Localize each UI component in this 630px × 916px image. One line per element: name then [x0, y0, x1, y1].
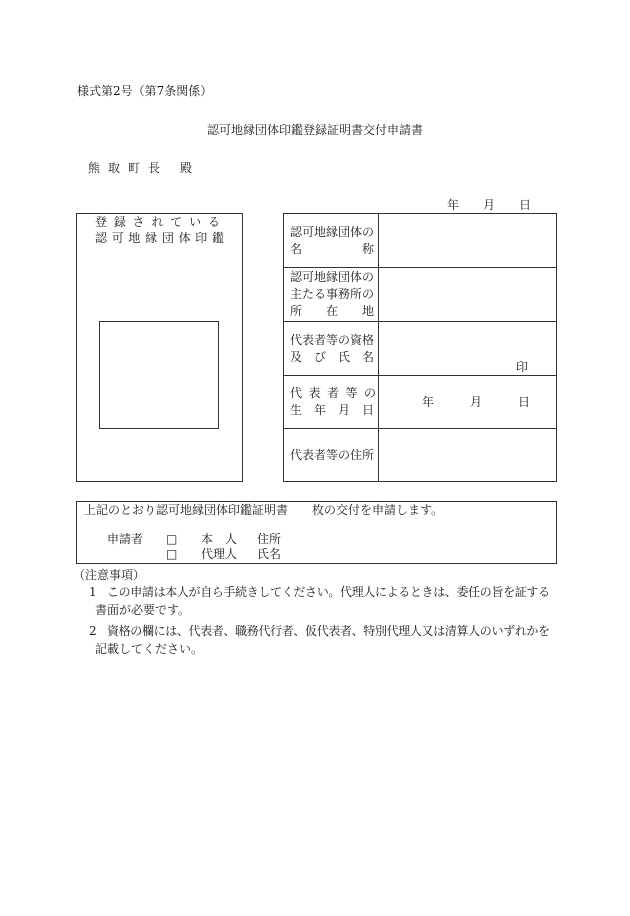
addressee-name: 熊 取 町 長: [88, 161, 163, 175]
label-line: 主たる事務所の: [290, 287, 375, 301]
label-line: 所 在 地: [290, 304, 375, 318]
note-item-1-line1: この申請は本人が自ら手続きしてください。代理人によるときは、委任の旨を証する: [107, 585, 550, 599]
label-line: 代表者等の資格: [290, 332, 375, 347]
table-label-cell: [284, 322, 379, 375]
label-line: 生 年 月 日: [290, 403, 375, 417]
table-row-representative-birthdate: [284, 376, 556, 429]
table-row-group-name: [284, 214, 556, 268]
table-label-cell: [284, 268, 379, 321]
seal-mark: 印: [516, 360, 529, 374]
role-agent: 代理人: [201, 547, 238, 561]
application-date: 年 月 日: [447, 198, 532, 212]
note-item-1-number: 1: [89, 585, 97, 599]
table-value-cell: [379, 268, 556, 321]
table-row-representative-name: [284, 322, 556, 376]
info-table: [283, 213, 557, 482]
note-item-1-line2: 書面が必要です。: [95, 603, 191, 617]
birthdate-field: 年 月 日: [422, 395, 531, 409]
label-line: 認可地縁団体の: [290, 224, 375, 239]
table-label-cell: [284, 429, 379, 481]
label-line: 代表者等の住所: [290, 447, 375, 462]
form-title: 認可地縁団体印鑑登録証明書交付申請書: [206, 123, 423, 137]
table-value-cell: [379, 322, 556, 375]
table-label-cell: [284, 214, 379, 267]
applicant-label: 申請者: [107, 532, 144, 546]
field-name-label: 氏名: [257, 547, 282, 561]
note-item-2-number: 2: [89, 624, 97, 638]
field-address-label: 住所: [257, 532, 282, 546]
request-box: [76, 501, 557, 564]
table-row-office-address: [284, 268, 556, 322]
note-item-2-line2: 記載してください。: [95, 642, 204, 656]
label-line: 認可地縁団体の: [290, 270, 375, 284]
checkbox-principal: □: [166, 532, 178, 546]
form-number: 様式第2号（第7条関係）: [77, 84, 213, 98]
table-label-cell: [284, 376, 379, 428]
table-value-cell: [379, 376, 556, 428]
label-line: 名 称: [290, 241, 375, 256]
addressee-honorific: 殿: [180, 161, 193, 175]
request-statement: 上記のとおり認可地縁団体印鑑証明書 枚の交付を申請します。: [84, 503, 444, 517]
table-row-representative-address: [284, 429, 556, 481]
note-item-2-line1: 資格の欄には、代表者、職務代行者、仮代表者、特別代理人又は清算人のいずれかを: [107, 624, 550, 638]
table-value-cell: [379, 214, 556, 267]
role-principal: 本 人: [201, 532, 238, 546]
label-line: 代 表 者 等 の: [290, 386, 378, 400]
checkbox-agent: □: [166, 547, 178, 561]
label-line: 及 び 氏 名: [290, 349, 375, 364]
seal-box-caption-line1: 登 録 さ れ て い る: [95, 215, 222, 229]
seal-impression-area: [99, 321, 219, 429]
table-value-cell: [379, 429, 556, 481]
notes-heading: （注意事項）: [73, 568, 146, 582]
seal-box-caption-line2: 認 可 地 縁 団 体 印 鑑: [95, 231, 225, 245]
